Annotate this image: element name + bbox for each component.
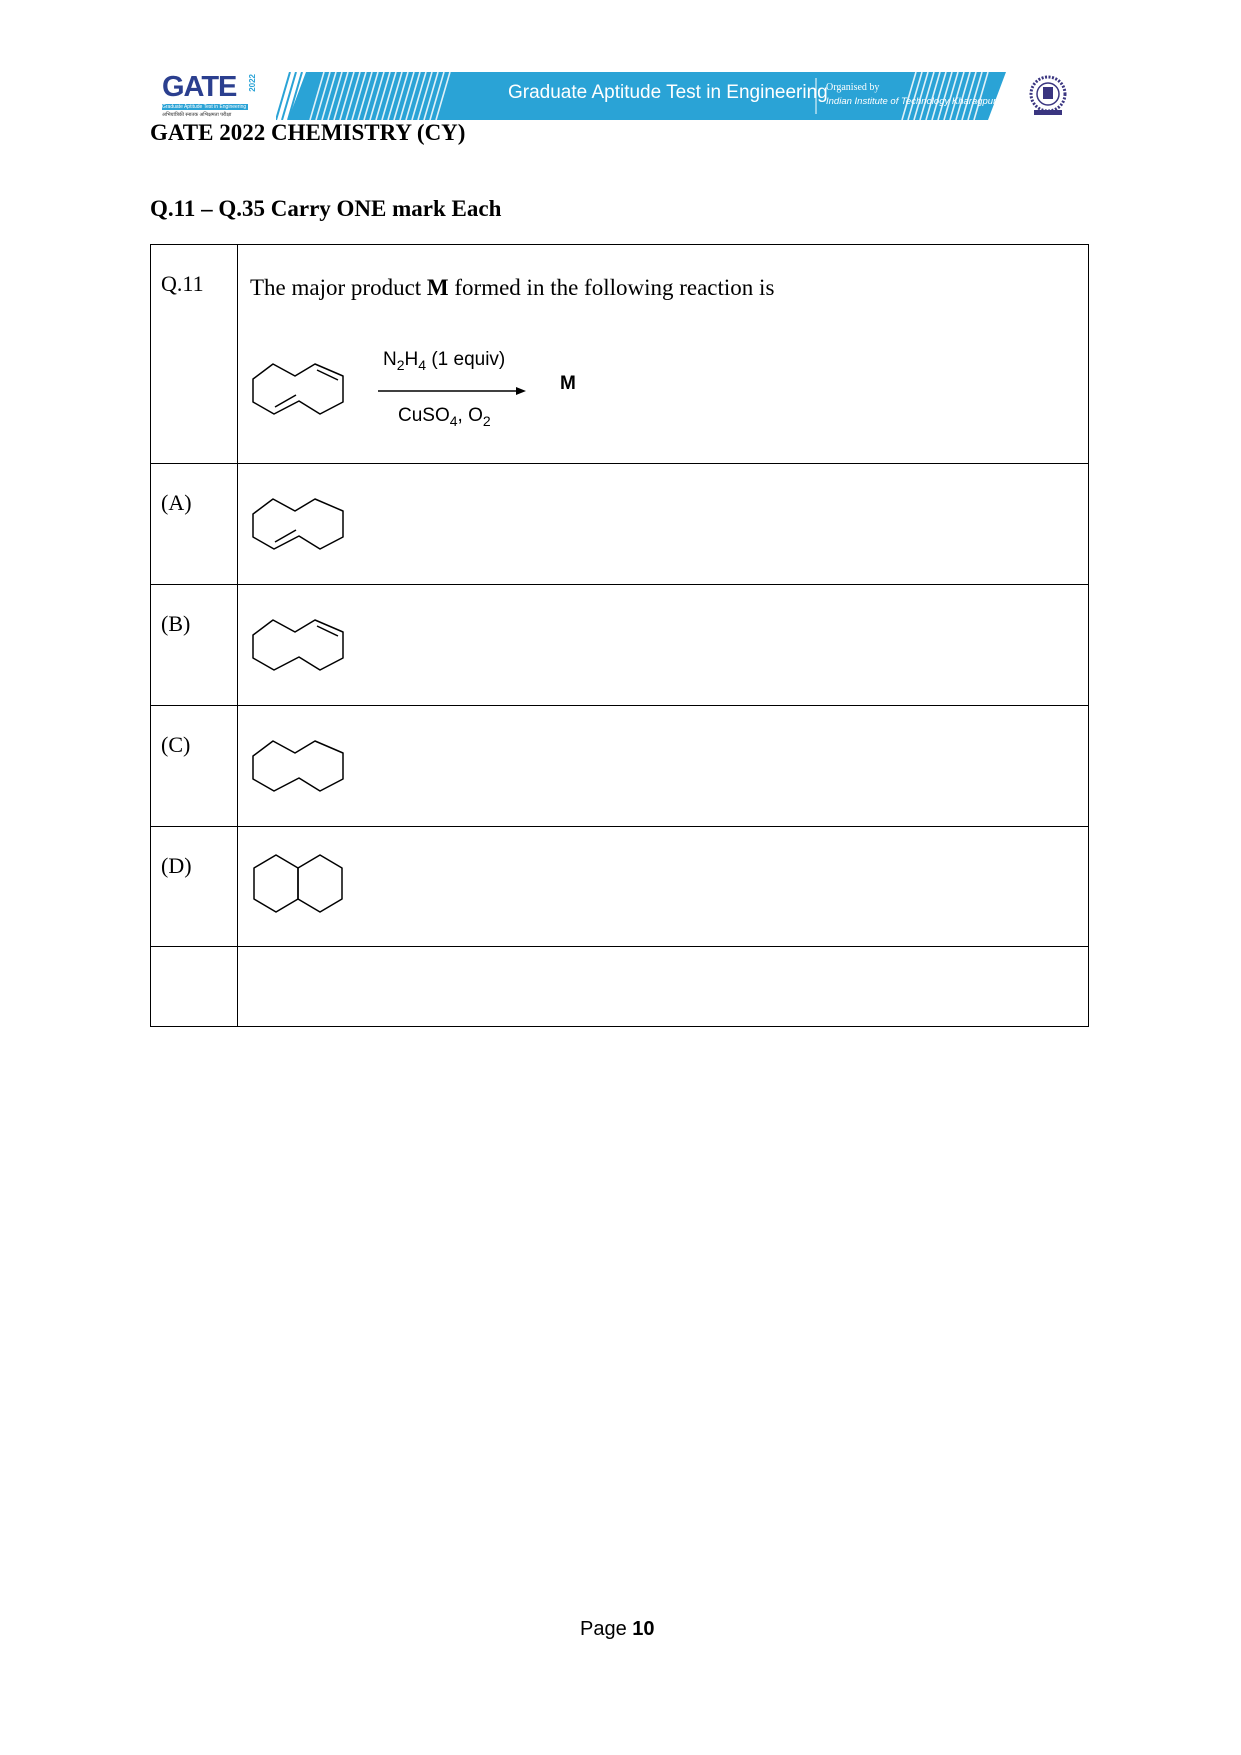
empty-cell: [151, 947, 238, 1026]
option-label: (C): [151, 706, 238, 826]
reactant-structure: [248, 351, 358, 425]
section-title: Q.11 – Q.35 Carry ONE mark Each: [150, 196, 502, 221]
empty-cell: [238, 947, 1088, 1026]
reagent-top: $N_2H_4$ (1 equiv): [383, 349, 506, 373]
product-label: M: [560, 373, 576, 394]
organised-by-label: Organised by: [826, 82, 880, 93]
option-label: (D): [151, 827, 238, 946]
question-table: [150, 244, 1089, 1027]
document-title: GATE 2022 CHEMISTRY (CY): [150, 120, 466, 145]
option-body: [238, 706, 1088, 826]
option-label: (A): [151, 464, 238, 584]
question-body: [238, 245, 1088, 463]
option-body: [238, 585, 1088, 705]
cyclodecane-structure: [248, 728, 358, 802]
option-row-c: [151, 705, 1088, 826]
decalin-structure: [248, 851, 358, 925]
question-row: [151, 245, 1088, 463]
question-text: The major product M formed in the following reaction is: [250, 275, 775, 300]
iit-kharagpur-seal-icon: [1026, 74, 1070, 118]
page-header: [148, 72, 1088, 124]
header-banner: [276, 72, 1006, 120]
gate-logo-year: 2022: [248, 74, 257, 92]
reaction-arrow-icon: [378, 385, 528, 397]
cyclodecene-structure: [248, 486, 358, 560]
gate-logo-hindi: अभियांत्रिकी स्नातक अभिक्षमता परीक्षा: [162, 112, 232, 118]
gate-logo-subtitle: Graduate Aptitude Test in Engineering: [162, 104, 247, 110]
empty-row: [151, 946, 1088, 1026]
option-row-b: [151, 584, 1088, 705]
gate-logo-text: GATE: [162, 71, 237, 103]
organiser-name: Indian Institute of Technology Kharagpur: [826, 96, 997, 107]
page-number: Page 10: [580, 1618, 655, 1640]
option-body: [238, 464, 1088, 584]
reagent-bottom: CuSO$_4$, $O_2$: [398, 405, 491, 429]
option-label: (B): [151, 585, 238, 705]
banner-title: Graduate Aptitude Test in Engineering: [508, 82, 828, 103]
question-number: Q.11: [151, 245, 238, 463]
option-body: [238, 827, 1088, 946]
option-row-d: [151, 826, 1088, 946]
gate-logo: [162, 72, 258, 124]
cyclodecene-structure: [248, 607, 358, 681]
option-row-a: [151, 463, 1088, 584]
